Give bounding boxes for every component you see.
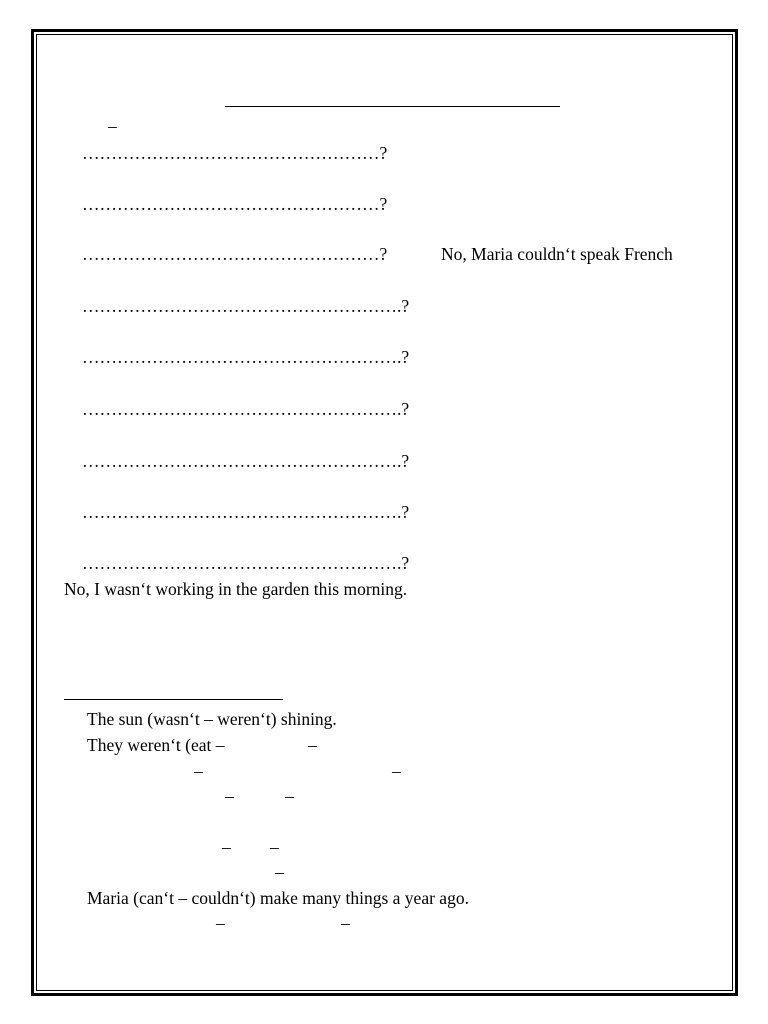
given-answer: No, Maria couldn‘t speak French bbox=[441, 244, 673, 264]
answer-dotted-line: ……………………………………………….? bbox=[82, 502, 410, 522]
sentence-choice: The sun (wasn‘t – weren‘t) shining. bbox=[87, 709, 337, 729]
answer-dotted-line: ……………………………………………….? bbox=[82, 399, 410, 419]
sentence-choice: Maria (can‘t – couldn‘t) make many things a year ago. bbox=[87, 888, 469, 908]
answer-dotted-line: ……………………………………………….? bbox=[82, 451, 410, 471]
choice-dash: – bbox=[270, 837, 279, 857]
choice-dash: – bbox=[225, 786, 234, 806]
section-heading-underline bbox=[64, 699, 283, 700]
answer-dotted-line: ……………………………………………….? bbox=[82, 553, 410, 573]
answer-dotted-line: ……………………………………………? bbox=[82, 143, 388, 163]
answer-dotted-line: ……………………………………………….? bbox=[82, 347, 410, 367]
choice-dash: – bbox=[285, 786, 294, 806]
choice-dash: – bbox=[222, 837, 231, 857]
answer-dotted-line: ……………………………………………? bbox=[82, 194, 388, 214]
choice-dash: – bbox=[308, 735, 317, 755]
sentence-choice: They weren‘t (eat – bbox=[87, 735, 225, 755]
choice-dash: – bbox=[341, 913, 350, 933]
choice-dash: – bbox=[194, 761, 203, 781]
given-answer: No, I wasn‘t working in the garden this morning. bbox=[64, 579, 408, 599]
title-underline bbox=[225, 106, 560, 107]
choice-dash: – bbox=[275, 862, 284, 882]
choice-dash: – bbox=[392, 761, 401, 781]
choice-dash: – bbox=[216, 913, 225, 933]
answer-dotted-line: ……………………………………………? bbox=[82, 244, 388, 264]
instruction-dash: – bbox=[108, 116, 117, 136]
answer-dotted-line: ……………………………………………….? bbox=[82, 296, 410, 316]
